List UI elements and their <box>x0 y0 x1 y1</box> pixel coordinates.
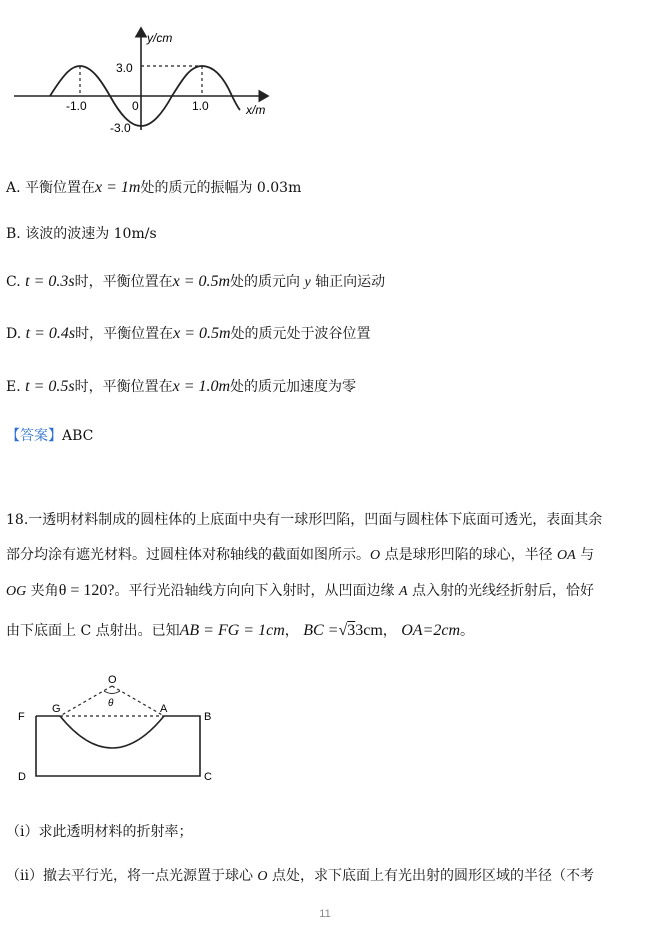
option-c: C. t = 0.3s时，平衡位置在x = 0.5m处的质元向 y 轴正向运动 <box>6 273 386 290</box>
label-d: D <box>18 771 26 783</box>
tick-amp-pos: 3.0 <box>116 61 133 75</box>
sub-question-i: （i）求此透明材料的折射率； <box>6 824 193 840</box>
answer-value: ABC <box>62 428 94 444</box>
q18-line4: 由下底面上 C 点射出。已知AB = FG = 1cm， BC =√33cm， OA=2cm。 <box>6 622 475 639</box>
line-oa <box>112 686 164 716</box>
page-number: 11 <box>319 908 331 920</box>
q18-line1: 18.一透明材料制成的圆柱体的上底面中央有一球形凹陷，凹面与圆柱体下底面可透光，表面其余 <box>6 512 603 528</box>
math-bc: BC = <box>303 622 339 639</box>
math-x: x = 0.5m <box>173 325 231 342</box>
math-t: t = 0.5s <box>25 378 75 395</box>
math-ab-fg: AB = FG = 1cm <box>179 622 285 639</box>
option-e: E. t = 0.5s时，平衡位置在x = 1.0m处的质元加速度为零 <box>6 378 357 395</box>
cylinder-figure <box>14 672 224 784</box>
angle-arc <box>104 691 120 694</box>
label-b: B <box>204 711 212 723</box>
math-oa: OA=2cm <box>401 622 461 639</box>
q18-line2: 部分均涂有遮光材料。过圆柱体对称轴线的截面如图所示。O 点是球形凹陷的球心，半径 OA 与 <box>6 547 595 563</box>
sub-question-ii: （ii）撤去平行光，将一点光源置于球心 O 点处，求下底面上有光出射的圆形区域的半径（不考 <box>6 868 594 884</box>
y-axis-label: y/cm <box>147 31 173 45</box>
tick-origin: 0 <box>132 99 139 113</box>
tick-amp-neg: -3.0 <box>110 121 131 134</box>
cylinder-outline <box>36 716 200 776</box>
spherical-recess <box>60 716 164 748</box>
option-d: D. t = 0.4s时，平衡位置在x = 0.5m处的质元处于波谷位置 <box>6 325 371 342</box>
label-f: F <box>18 711 25 723</box>
math-t: t = 0.4s <box>25 325 76 342</box>
tick-x-neg: -1.0 <box>66 99 87 113</box>
label-g: G <box>52 703 61 715</box>
answer-line <box>6 426 93 446</box>
line-og <box>60 686 112 716</box>
q18-line3: OG 夹角θ = 120?。平行光沿轴线方向向下入射时，从凹面边缘 A 点入射的光线经折射后，恰好 <box>6 582 594 599</box>
label-c: C <box>204 771 212 783</box>
math-theta: θ = 120? <box>58 582 115 599</box>
math-x: x = 1m <box>95 179 141 196</box>
math-x: x = 0.5m <box>172 273 231 290</box>
wave-graph <box>10 22 280 134</box>
option-b: B. 该波的波速为 10m/s <box>6 226 157 242</box>
option-a: A. 平衡位置在x = 1m处的质元的振幅为 0.03m <box>6 179 302 196</box>
label-a: A <box>160 703 168 715</box>
math-x: x = 1.0m <box>172 378 231 395</box>
label-o: O <box>108 674 117 686</box>
tick-x-pos: 1.0 <box>192 99 209 113</box>
x-axis-label: x/m <box>246 103 266 117</box>
answer-label: 【答案】 <box>6 428 62 444</box>
label-theta: θ <box>108 698 114 709</box>
math-t: t = 0.3s <box>25 273 75 290</box>
sqrt-icon: √3 <box>338 622 356 639</box>
